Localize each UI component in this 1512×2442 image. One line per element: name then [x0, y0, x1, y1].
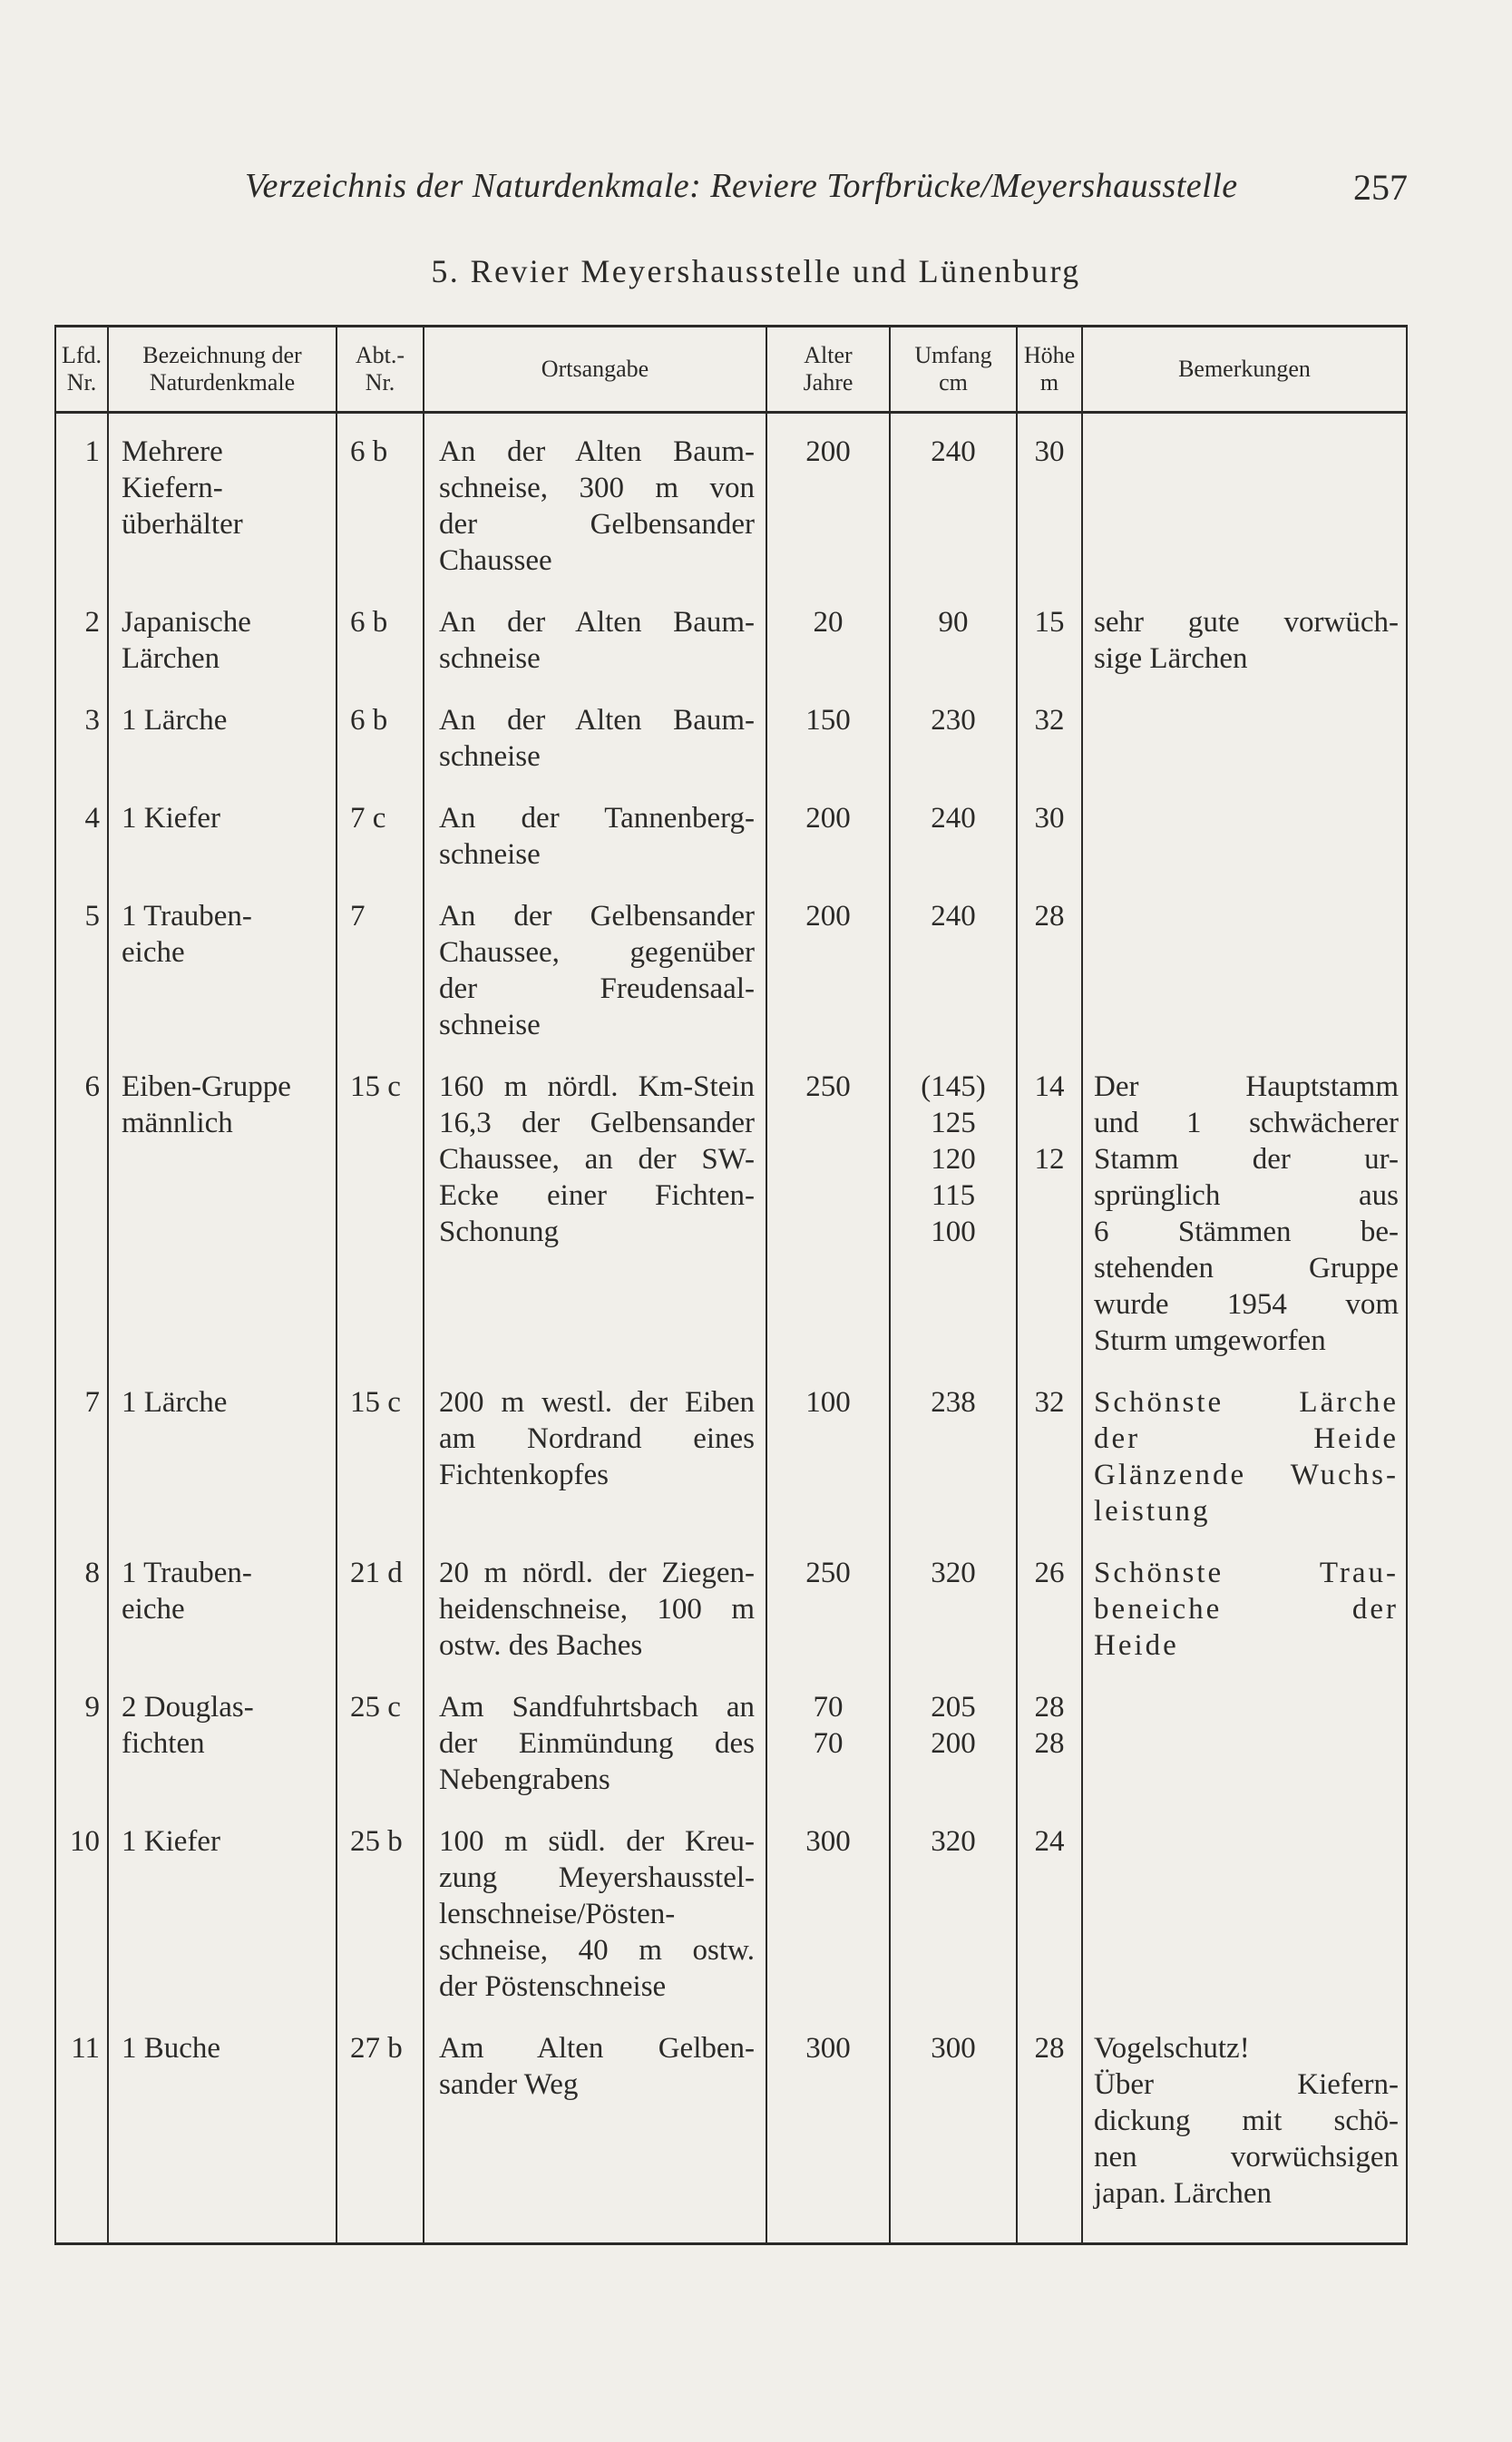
running-title: Verzeichnis der Naturdenkmale: Reviere Torfbrücke/Meyershausstelle [245, 167, 1238, 205]
cell-hoehe: 15 [1017, 604, 1082, 702]
cell-umfang: 240 [890, 413, 1017, 605]
cell-ort: Am Alten Gelben- sander Weg [424, 2030, 766, 2244]
cell-alter: 250 [766, 1555, 890, 1689]
column-header-alter: Alter Jahre [766, 327, 890, 413]
cell-nr: 5 [55, 898, 108, 1069]
cell-nr: 3 [55, 702, 108, 800]
cell-abt: 6 b [337, 604, 424, 702]
cell-hoehe: 26 [1017, 1555, 1082, 1689]
cell-bemerkungen: Schönste Lärche der Heide Glänzende Wuchs- leistung [1082, 1384, 1407, 1555]
cell-abt: 6 b [337, 413, 424, 605]
cell-hoehe: 14 12 [1017, 1069, 1082, 1384]
cell-name: Eiben-Gruppe männlich [108, 1069, 337, 1384]
running-head [245, 166, 1415, 211]
cell-bemerkungen: Der Hauptstamm und 1 schwächerer Stamm der ur- sprünglich aus 6 Stämmen be- stehenden Gruppe wurde 1954 vom Sturm umgeworfen [1082, 1069, 1407, 1384]
table-row [55, 1689, 1407, 1823]
cell-alter: 70 70 [766, 1689, 890, 1823]
cell-hoehe: 28 28 [1017, 1689, 1082, 1823]
cell-bemerkungen [1082, 413, 1407, 605]
table-row [55, 413, 1407, 605]
cell-name: 1 Trauben- eiche [108, 1555, 337, 1689]
cell-alter: 250 [766, 1069, 890, 1384]
cell-bemerkungen: Vogelschutz! Über Kiefern- dickung mit schö- nen vorwüchsigen japan. Lärchen [1082, 2030, 1407, 2244]
page-number: 257 [1353, 167, 1408, 208]
cell-alter: 150 [766, 702, 890, 800]
table-row [55, 702, 1407, 800]
cell-nr: 10 [55, 1823, 108, 2030]
column-header-abt: Abt.- Nr. [337, 327, 424, 413]
cell-bemerkungen [1082, 1689, 1407, 1823]
table-row [55, 604, 1407, 702]
cell-bemerkungen [1082, 702, 1407, 800]
cell-nr: 8 [55, 1555, 108, 1689]
table-row [55, 1555, 1407, 1689]
cell-ort: 100 m südl. der Kreu- zung Meyershausstel- lenschneise/Pösten- schneise, 40 m ostw. der Pöstenschneise [424, 1823, 766, 2030]
column-header-nr: Lfd. Nr. [55, 327, 108, 413]
cell-name: 1 Lärche [108, 1384, 337, 1555]
cell-name: 1 Kiefer [108, 1823, 337, 2030]
cell-ort: An der Alten Baum- schneise [424, 604, 766, 702]
cell-alter: 300 [766, 2030, 890, 2244]
table-header-row [55, 327, 1407, 413]
cell-hoehe: 30 [1017, 800, 1082, 898]
cell-abt: 7 [337, 898, 424, 1069]
cell-umfang: 205 200 [890, 1689, 1017, 1823]
cell-bemerkungen [1082, 1823, 1407, 2030]
cell-hoehe: 32 [1017, 1384, 1082, 1555]
cell-alter: 100 [766, 1384, 890, 1555]
cell-umfang: (145) 125 120 115 100 [890, 1069, 1017, 1384]
cell-hoehe: 24 [1017, 1823, 1082, 2030]
cell-alter: 200 [766, 413, 890, 605]
cell-abt: 25 c [337, 1689, 424, 1823]
cell-ort: An der Alten Baum- schneise, 300 m von der Gelbensander Chaussee [424, 413, 766, 605]
cell-name: 2 Douglas- fichten [108, 1689, 337, 1823]
natural-monuments-table [54, 325, 1408, 2245]
cell-nr: 7 [55, 1384, 108, 1555]
cell-umfang: 320 [890, 1555, 1017, 1689]
cell-umfang: 240 [890, 898, 1017, 1069]
cell-alter: 200 [766, 800, 890, 898]
cell-name: Mehrere Kiefern- überhälter [108, 413, 337, 605]
cell-umfang: 230 [890, 702, 1017, 800]
table-body [55, 413, 1407, 2244]
section-title: 5. Revier Meyershausstelle und Lünenburg [431, 253, 1081, 289]
cell-bemerkungen: Schönste Trau- beneiche der Heide [1082, 1555, 1407, 1689]
cell-ort: Am Sandfuhrtsbach an der Einmündung des Nebengrabens [424, 1689, 766, 1823]
cell-abt: 25 b [337, 1823, 424, 2030]
table-row [55, 2030, 1407, 2244]
cell-nr: 6 [55, 1069, 108, 1384]
cell-bemerkungen [1082, 898, 1407, 1069]
cell-ort: An der Gelbensander Chaussee, gegenüber der Freudensaal- schneise [424, 898, 766, 1069]
cell-umfang: 320 [890, 1823, 1017, 2030]
cell-umfang: 240 [890, 800, 1017, 898]
cell-hoehe: 32 [1017, 702, 1082, 800]
cell-abt: 27 b [337, 2030, 424, 2244]
table-row [55, 1384, 1407, 1555]
cell-bemerkungen: sehr gute vorwüch- sige Lärchen [1082, 604, 1407, 702]
cell-hoehe: 28 [1017, 898, 1082, 1069]
cell-ort: 20 m nördl. der Ziegen- heidenschneise, 100 m ostw. des Baches [424, 1555, 766, 1689]
cell-name: 1 Trauben- eiche [108, 898, 337, 1069]
cell-umfang: 238 [890, 1384, 1017, 1555]
cell-name: 1 Kiefer [108, 800, 337, 898]
column-header-bem: Bemerkungen [1082, 327, 1407, 413]
cell-nr: 2 [55, 604, 108, 702]
cell-abt: 15 c [337, 1069, 424, 1384]
cell-abt: 6 b [337, 702, 424, 800]
table-row [55, 1069, 1407, 1384]
cell-nr: 11 [55, 2030, 108, 2244]
cell-abt: 7 c [337, 800, 424, 898]
cell-umfang: 300 [890, 2030, 1017, 2244]
cell-name: Japanische Lärchen [108, 604, 337, 702]
cell-bemerkungen [1082, 800, 1407, 898]
cell-name: 1 Lärche [108, 702, 337, 800]
table-row [55, 898, 1407, 1069]
cell-abt: 21 d [337, 1555, 424, 1689]
cell-nr: 1 [55, 413, 108, 605]
cell-ort: 160 m nördl. Km-Stein 16,3 der Gelbensander Chaussee, an der SW- Ecke einer Fichten- Schonung [424, 1069, 766, 1384]
column-header-name: Bezeichnung der Naturdenkmale [108, 327, 337, 413]
cell-ort: An der Alten Baum- schneise [424, 702, 766, 800]
cell-alter: 300 [766, 1823, 890, 2030]
cell-hoehe: 30 [1017, 413, 1082, 605]
cell-umfang: 90 [890, 604, 1017, 702]
column-header-hoehe: Höhe m [1017, 327, 1082, 413]
cell-name: 1 Buche [108, 2030, 337, 2244]
table-row [55, 800, 1407, 898]
cell-hoehe: 28 [1017, 2030, 1082, 2244]
cell-abt: 15 c [337, 1384, 424, 1555]
cell-alter: 200 [766, 898, 890, 1069]
cell-ort: An der Tannenberg- schneise [424, 800, 766, 898]
column-header-umfang: Umfang cm [890, 327, 1017, 413]
table-row [55, 1823, 1407, 2030]
cell-nr: 9 [55, 1689, 108, 1823]
cell-alter: 20 [766, 604, 890, 702]
cell-nr: 4 [55, 800, 108, 898]
cell-ort: 200 m westl. der Eiben am Nordrand eines Fichtenkopfes [424, 1384, 766, 1555]
column-header-ort: Ortsangabe [424, 327, 766, 413]
